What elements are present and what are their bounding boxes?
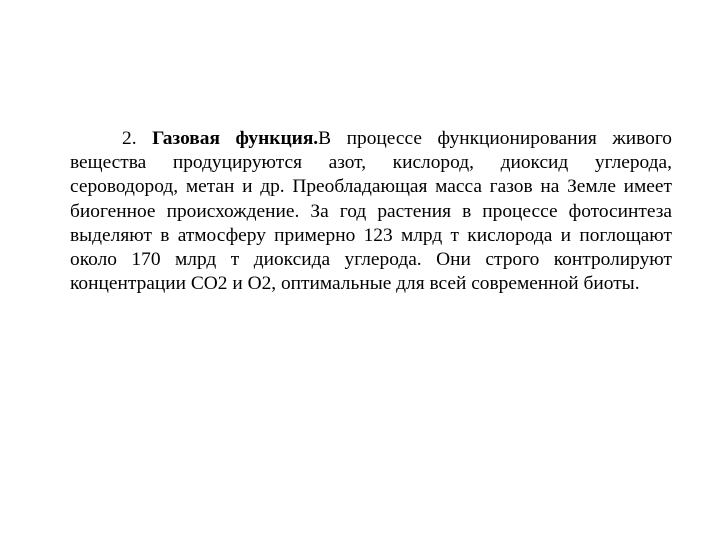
paragraph-gas-function [70, 127, 672, 296]
paragraph-number: 2. [122, 128, 137, 149]
paragraph-heading: Газовая функция. [152, 128, 319, 149]
paragraph-body: В процессе функционирования живого вещества продуцируются азот, кислород, диоксид углерода, сероводород, метан и др. Преобладающая масса газов на Земле имеет биогенное происхождение. За год растения в процессе фотосинтеза выделяют в атмосферу примерно 123 млрд т кислорода и поглощают около 170 млрд т диоксида углерода. Они строго контролируют концентрации СО2 и О2, оптимальные для всей современной биоты. [70, 128, 672, 295]
